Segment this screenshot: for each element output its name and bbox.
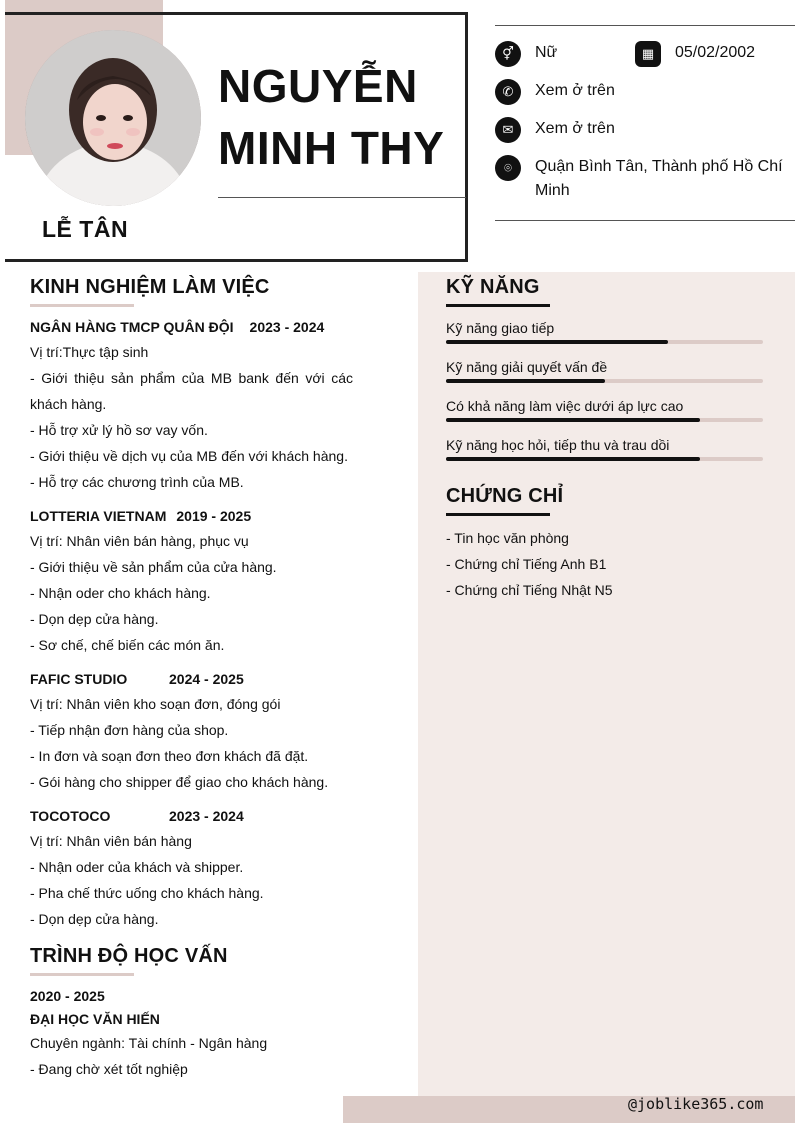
email-icon: ✉ [495,117,521,143]
certificates-title: CHỨNG CHỈ [446,485,564,507]
job-line: - Nhận oder cho khách hàng. [30,585,211,601]
skill-item [446,359,763,383]
education-school: ĐẠI HỌC VĂN HIẾN [30,1011,160,1027]
job-line: - Nhận oder của khách và shipper. [30,859,244,875]
job-line: Vị trí: Nhân viên bán hàng, phục vụ [30,533,249,549]
skill-bar-track [446,379,763,383]
address-value: Quận Bình Tân, Thành phố Hồ Chí Minh [535,158,783,199]
job-line: - Dọn dẹp cửa hàng. [30,611,159,627]
email-value: Xem ở trên [535,120,615,137]
location-icon: ⌾ [495,155,521,181]
job-line: - In đơn và soạn đơn theo đơn khách đã đặt. [30,748,309,764]
certificate-item: - Chứng chỉ Tiếng Nhật N5 [446,582,613,598]
contact-gender [495,41,557,67]
job-line: - Hỗ trợ các chương trình của MB. [30,474,244,490]
job-company: LOTTERIA VIETNAM [30,508,167,524]
job-line: - Giới thiệu về sản phẩm của cửa hàng. [30,559,277,575]
job-line: - Giới thiệu sản phẩm của MB bank đến với các khách hàng. [30,370,353,412]
calendar-icon: ▦ [635,41,661,67]
job-period: 2019 - 2025 [176,508,252,524]
skill-label: Kỹ năng giải quyết vấn đề [446,359,608,375]
job-lotteria [30,505,353,658]
education-title: TRÌNH ĐỘ HỌC VẤN [30,945,228,967]
job-header [30,805,353,827]
contact-divider-top [495,25,795,26]
job-line: - Dọn dẹp cửa hàng. [30,911,159,927]
education-major: Chuyên ngành: Tài chính - Ngân hàng [30,1035,268,1051]
job-period: 2024 - 2025 [169,671,244,687]
education-entry [30,985,353,1082]
skill-bar-fill [446,418,700,422]
experience-underline [30,304,134,307]
contact-divider-bottom [495,220,795,221]
skill-label: Có khả năng làm việc dưới áp lực cao [446,398,684,414]
job-mb [30,316,353,495]
skill-bar-fill [446,457,700,461]
job-line: Vị trí: Nhân viên kho soạn đơn, đóng gói [30,696,281,712]
full-name [218,55,444,179]
skill-bar-fill [446,379,605,383]
certificates-underline [446,513,550,516]
education-underline [30,973,134,976]
skill-bar-fill [446,340,668,344]
skill-bar-track [446,340,763,344]
contact-birthday [635,41,755,67]
job-line: - Sơ chế, chế biến các món ăn. [30,637,225,653]
gender-value: Nữ [535,44,558,61]
job-line: Vị trí: Nhân viên bán hàng [30,833,192,849]
job-company: TOCOTOCO [30,808,111,824]
skill-item [446,437,763,461]
job-tocotoco [30,805,353,932]
certificate-item: - Chứng chỉ Tiếng Anh B1 [446,556,607,572]
certificate-item: - Tin học văn phòng [446,530,569,546]
skills-title: KỸ NĂNG [446,276,540,298]
skill-bar-track [446,418,763,422]
job-line: - Gói hàng cho shipper để giao cho khách hàng. [30,774,329,790]
contact-address [495,155,785,203]
skill-bar-track [446,457,763,461]
job-period: 2023 - 2024 [169,808,244,824]
skill-item [446,320,763,344]
name-line-1: NGUYỄN [218,60,418,112]
education-period: 2020 - 2025 [30,988,105,1004]
education-status: - Đang chờ xét tốt nghiệp [30,1061,188,1077]
job-line: - Giới thiệu về dịch vụ của MB đến với khách hàng. [30,448,348,464]
job-line: - Tiếp nhận đơn hàng của shop. [30,722,229,738]
avatar [25,30,201,206]
skill-item [446,398,763,422]
contact-email [495,117,615,143]
skill-label: Kỹ năng giao tiếp [446,320,555,336]
job-line: Vị trí:Thực tập sinh [30,344,149,360]
experience-title: KINH NGHIỆM LÀM VIỆC [30,276,270,298]
job-period: 2023 - 2024 [249,319,325,335]
contact-phone [495,79,615,105]
name-line-2: MINH THY [218,122,445,174]
phone-value: Xem ở trên [535,82,615,99]
job-line: - Pha chế thức uống cho khách hàng. [30,885,264,901]
phone-icon: ✆ [495,79,521,105]
gender-icon: ⚥ [495,41,521,67]
footer-watermark: @joblike365.com [628,1095,764,1113]
skill-label: Kỹ năng học hỏi, tiếp thu và trau dồi [446,437,670,453]
job-header [30,668,353,690]
job-header [30,316,353,338]
skills-underline [446,304,550,307]
job-company: FAFIC STUDIO [30,671,128,687]
job-header [30,505,353,527]
job-line: - Hỗ trợ xử lý hồ sơ vay vốn. [30,422,208,438]
name-divider [218,197,466,198]
avatar-portrait [25,30,201,206]
right-panel [418,272,795,1096]
job-title: LỄ TÂN [42,216,129,242]
job-fafic [30,668,353,795]
birthday-value: 05/02/2002 [675,44,756,61]
certificate-list [446,525,613,603]
job-company: NGÂN HÀNG TMCP QUÂN ĐỘI [30,319,234,335]
